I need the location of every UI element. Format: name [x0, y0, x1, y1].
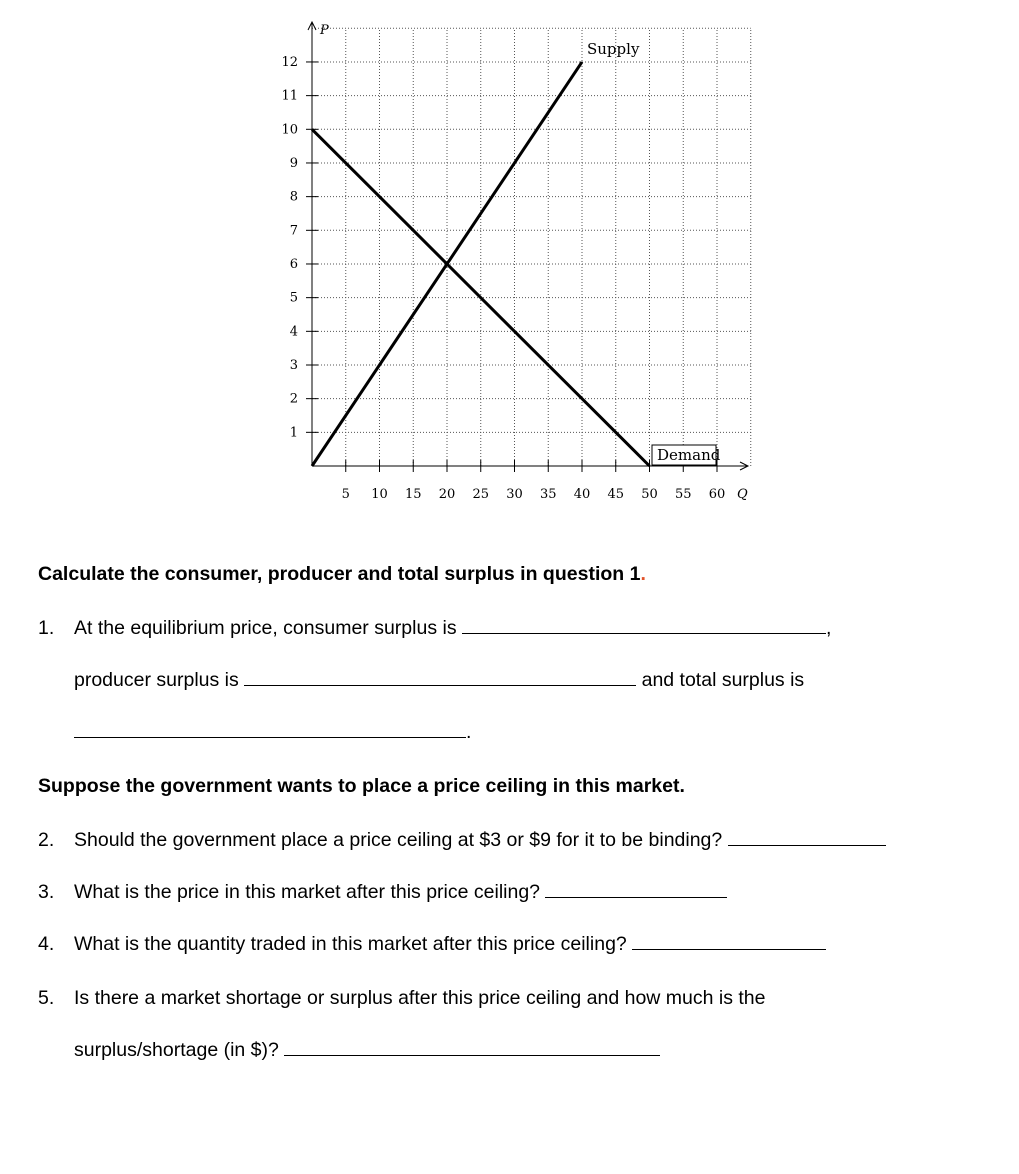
- y-tick-label: 8: [289, 189, 298, 205]
- q5-answer-blank[interactable]: [284, 1054, 660, 1056]
- q2-number: 2.: [38, 829, 55, 851]
- chart-labels: [319, 23, 748, 502]
- q1-line-b: [74, 669, 804, 692]
- x-tick-label: 45: [607, 487, 625, 502]
- q5-number: 5.: [38, 987, 55, 1009]
- x-axis-label: Q: [737, 487, 748, 502]
- y-tick-label: 12: [281, 54, 298, 70]
- y-tick-label: 5: [289, 290, 298, 306]
- heading-surplus-period: .: [640, 563, 646, 585]
- q1-consumer-surplus-blank[interactable]: [462, 632, 826, 634]
- q5-line-a: Is there a market shortage or surplus after this price ceiling and how much is the: [74, 987, 766, 1009]
- q2-line: [74, 829, 886, 852]
- y-tick-label: 11: [281, 88, 298, 104]
- q1-text-b: producer surplus is: [74, 669, 239, 691]
- q1-text-a: At the equilibrium price, consumer surplus is: [74, 617, 457, 639]
- x-tick-label: 5: [341, 487, 350, 502]
- q1-producer-surplus-blank[interactable]: [244, 684, 636, 686]
- q2-answer-blank[interactable]: [728, 844, 886, 846]
- y-tick-label: 4: [289, 324, 298, 340]
- x-tick-label: 10: [371, 487, 388, 502]
- x-tick-label: 25: [472, 487, 490, 502]
- chart-axes: [308, 22, 748, 470]
- q3-text: What is the price in this market after this price ceiling?: [74, 881, 541, 903]
- q4-text: What is the quantity traded in this market after this price ceiling?: [74, 933, 627, 955]
- chart-grid: [312, 28, 751, 466]
- y-tick-label: 7: [289, 223, 298, 239]
- x-tick-label: 60: [708, 487, 726, 502]
- y-tick-label: 6: [289, 256, 298, 272]
- supply-label: Supply: [587, 40, 640, 58]
- q4-answer-blank[interactable]: [632, 948, 826, 950]
- x-tick-label: 20: [438, 487, 456, 502]
- q1-line-a: [74, 617, 831, 640]
- q1-total-surplus-blank[interactable]: [74, 736, 466, 738]
- q5-line-b: [74, 1039, 660, 1062]
- heading-surplus-text: Calculate the consumer, producer and total surplus in question 1: [38, 563, 641, 585]
- heading-price-ceiling: Suppose the government wants to place a price ceiling in this market.: [38, 775, 685, 797]
- x-tick-label: 30: [506, 487, 523, 502]
- q4-line: [74, 933, 826, 956]
- y-tick-label: 9: [289, 155, 298, 171]
- x-tick-label: 50: [641, 487, 658, 502]
- q1-number: 1.: [38, 617, 55, 639]
- x-tick-label: 55: [674, 487, 692, 502]
- supply-demand-chart: [0, 0, 1019, 520]
- q5-text-b: surplus/shortage (in $)?: [74, 1039, 279, 1061]
- x-tick-label: 35: [539, 487, 557, 502]
- q1-period: .: [466, 721, 472, 743]
- series-line-demand: [312, 129, 650, 466]
- y-axis-label: P: [320, 23, 329, 38]
- y-tick-label: 10: [281, 122, 298, 138]
- y-tick-label: 2: [289, 391, 298, 407]
- x-tick-label: 40: [573, 487, 591, 502]
- chart-ticks: [281, 55, 725, 502]
- q1-comma: ,: [826, 617, 832, 639]
- heading-surplus: [38, 563, 646, 586]
- q1-line-c: [74, 721, 471, 744]
- q2-text: Should the government place a price ceiling at $3 or $9 for it to be binding?: [74, 829, 723, 851]
- q1-text-c: and total surplus is: [641, 669, 805, 691]
- demand-label: Demand: [657, 446, 721, 464]
- x-tick-label: 15: [404, 487, 422, 502]
- q3-answer-blank[interactable]: [545, 896, 727, 898]
- q3-line: [74, 881, 727, 904]
- q4-number: 4.: [38, 933, 55, 955]
- y-tick-label: 3: [289, 357, 298, 373]
- y-tick-label: 1: [289, 425, 298, 441]
- q3-number: 3.: [38, 881, 55, 903]
